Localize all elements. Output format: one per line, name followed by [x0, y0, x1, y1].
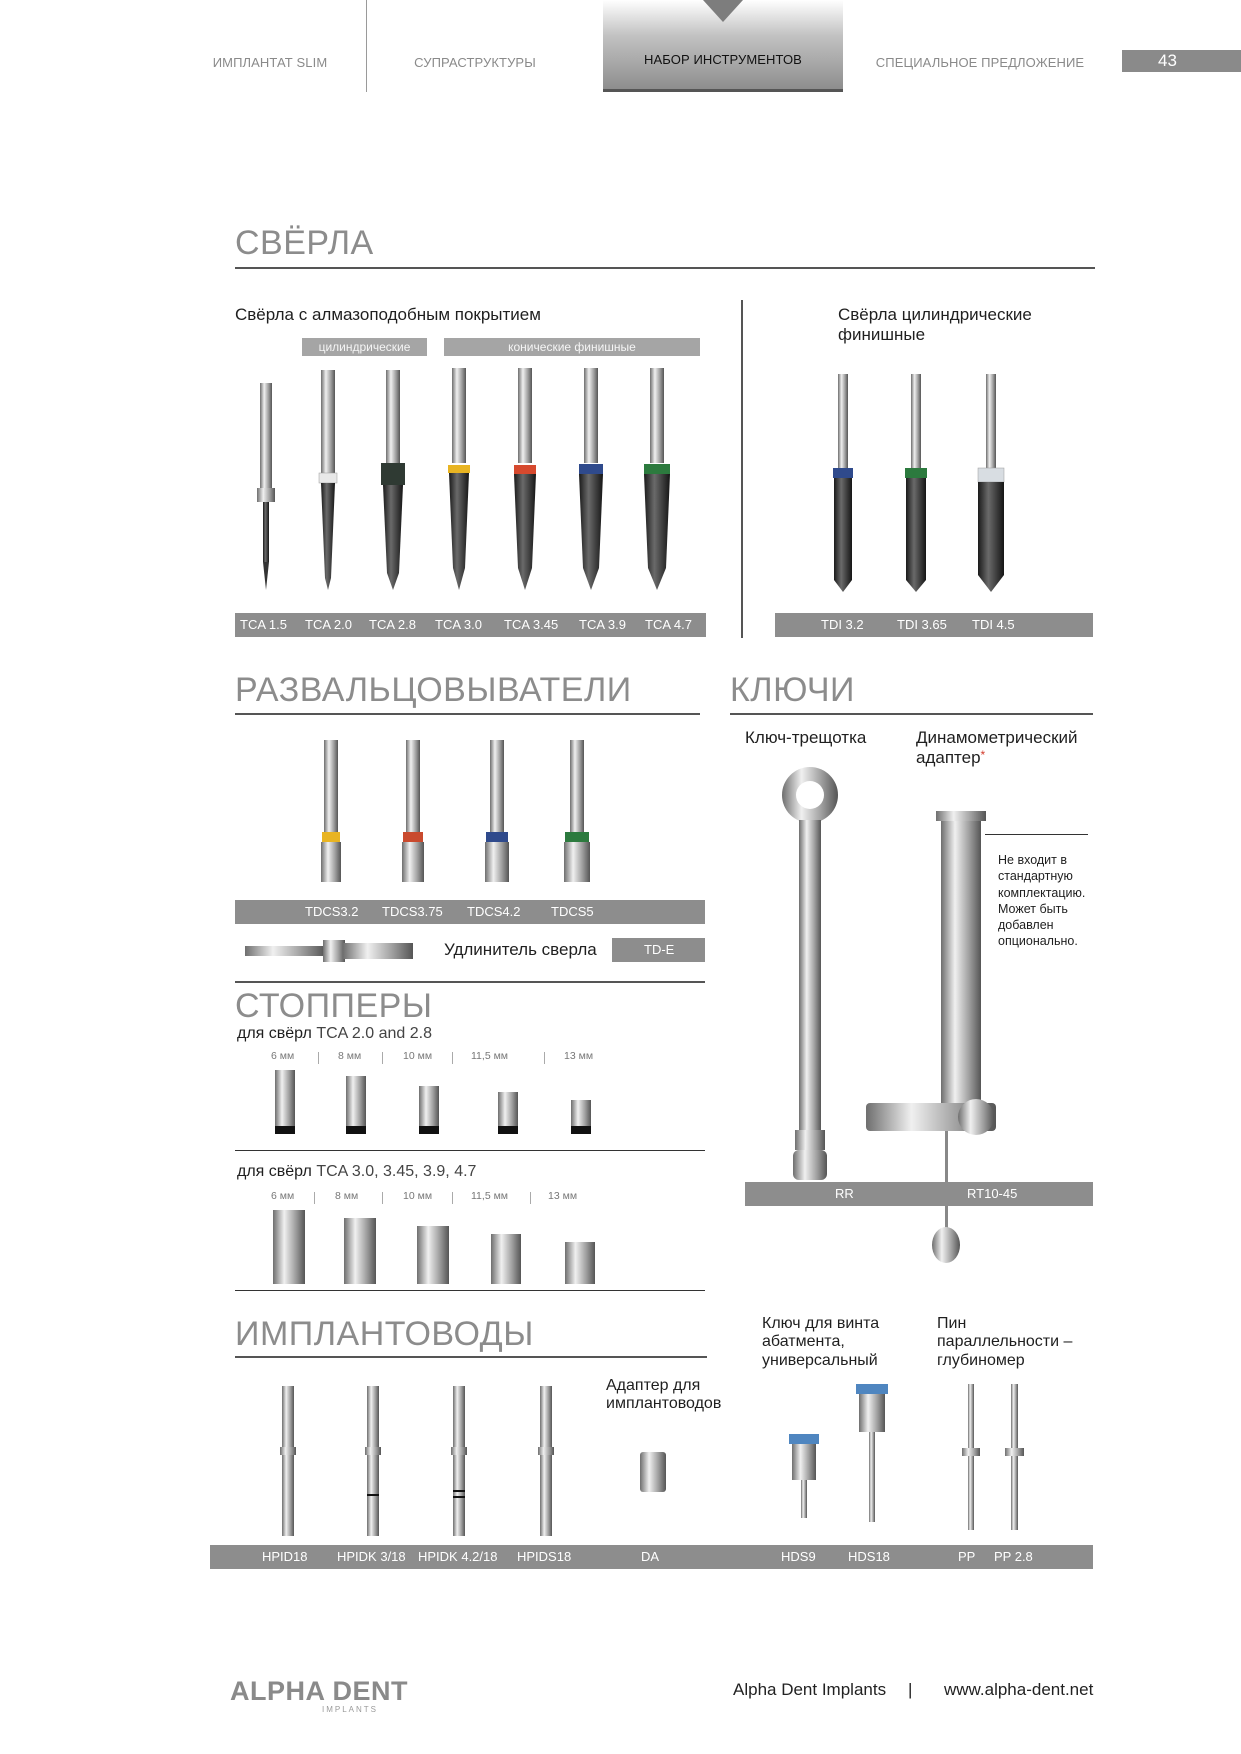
tab-implant-slim[interactable] — [200, 0, 340, 92]
flares-title: РАЗВАЛЬЦОВЫВАТЕЛИ — [235, 671, 632, 709]
driver-adapter-da — [640, 1452, 666, 1492]
drills-rule — [235, 267, 1095, 269]
stopper-8mm — [346, 1076, 366, 1134]
driver-hpidk-4-2-18 — [451, 1386, 467, 1536]
drill-tca-1-5 — [257, 383, 275, 590]
footer-website[interactable]: www.alpha-dent.net — [944, 1680, 1094, 1699]
drill-tca-3-0 — [448, 368, 470, 590]
footer-company: Alpha Dent Implants — [733, 1680, 887, 1699]
top-navigation — [0, 0, 1241, 92]
nav-divider — [366, 0, 367, 92]
size-13mm: 13 мм — [548, 1190, 578, 1202]
flare-tdcs5 — [564, 740, 590, 882]
parallel-pin-pp — [962, 1384, 980, 1530]
implant-drivers-code-bar — [210, 1545, 1093, 1569]
stoppers-group2-models: TCA 3.0, 3.45, 3.9, 4.7 — [316, 1163, 477, 1180]
stoppers-group1-models: TCA 2.0 and 2.8 — [316, 1025, 432, 1042]
size-6mm: 6 мм — [271, 1190, 295, 1202]
keys-code-bar — [745, 1182, 1093, 1206]
drill-tca-3-9 — [579, 368, 603, 590]
stopper-11-5mm — [498, 1092, 518, 1134]
conical-finish-tag: конические финишные — [444, 338, 700, 356]
code-rr: RR — [835, 1186, 854, 1201]
code-tdi-3-65: TDI 3.65 — [897, 617, 947, 632]
driver-adapter-label: Адаптер для имплантоводов — [606, 1377, 722, 1413]
size-separator — [452, 1192, 453, 1204]
diamond-drills-heading: Свёрла с алмазоподобным покрытием — [235, 305, 541, 324]
size-separator — [382, 1192, 383, 1204]
size-10mm: 10 мм — [403, 1050, 433, 1062]
ratchet-wrench — [782, 767, 838, 1180]
driver-hpidk-3-18 — [365, 1386, 381, 1536]
tab-suprastructures[interactable] — [400, 0, 550, 92]
flare-tdcs3-2 — [321, 740, 341, 882]
flares-code-bar — [235, 900, 705, 924]
asterisk: * — [980, 748, 986, 763]
code-tca-2-0: TCA 2.0 — [305, 617, 352, 632]
code-tdcs4-2: TDCS4.2 — [467, 904, 521, 919]
code-td-e: TD-E — [644, 942, 675, 957]
cylindrical-finish-heading: Свёрла цилиндрические финишные — [838, 305, 1032, 345]
tab-special-offer[interactable] — [870, 0, 1090, 92]
size-8mm: 8 мм — [335, 1190, 359, 1202]
note-rule — [985, 834, 1088, 835]
drill-extender-code-bar — [612, 938, 705, 962]
cylindrical-finish-drills-illustration — [820, 370, 1020, 600]
flare-tdcs3-75 — [402, 740, 424, 882]
tab-label: НАБОР ИНСТРУМЕНТОВ — [644, 52, 802, 67]
page-number: 43 — [1122, 50, 1241, 72]
size-separator — [314, 1192, 315, 1204]
drill-tca-4-7 — [644, 368, 670, 590]
code-hpidk-4-2-18: HPIDK 4.2/18 — [418, 1549, 498, 1564]
size-13mm: 13 мм — [564, 1050, 594, 1062]
size-separator — [452, 1052, 453, 1064]
stoppers-group1-prefix: для свёрл — [237, 1025, 312, 1042]
code-tdcs5: TDCS5 — [551, 904, 594, 919]
stoppers-mid-rule — [235, 1150, 705, 1151]
stopper-13mm — [571, 1100, 591, 1134]
size-10mm: 10 мм — [403, 1190, 433, 1202]
drill-tdi-4-5 — [978, 374, 1004, 592]
code-hpid18: HPID18 — [262, 1549, 308, 1564]
code-tdcs3-75: TDCS3.75 — [382, 904, 443, 919]
flares-illustration — [300, 740, 600, 890]
stoppers-group2-label — [237, 1163, 476, 1181]
size-separator — [530, 1192, 531, 1204]
code-tca-4-7: TCA 4.7 — [645, 617, 692, 632]
diamond-drills-illustration — [235, 368, 695, 598]
stopper-13mm — [565, 1242, 595, 1284]
implant-drivers-rule — [235, 1356, 707, 1358]
stoppers-bottom-rule — [235, 1290, 705, 1291]
code-da: DA — [641, 1549, 660, 1564]
stoppers-group1-label — [237, 1025, 432, 1043]
code-tca-3-0: TCA 3.0 — [435, 617, 482, 632]
parallel-pin-label: Пин параллельности – глубиномер — [937, 1315, 1073, 1369]
driver-hpids18 — [538, 1386, 554, 1536]
drill-tca-2-8 — [381, 370, 405, 590]
stoppers-group2-prefix: для свёрл — [237, 1163, 312, 1180]
size-11-5mm: 11,5 мм — [471, 1050, 509, 1062]
footer-divider: | — [908, 1680, 913, 1699]
ratchet-label: Ключ-трещотка — [745, 728, 867, 747]
size-8mm: 8 мм — [338, 1050, 362, 1062]
code-tdi-4-5: TDI 4.5 — [972, 617, 1015, 632]
cylindrical-finish-code-bar — [775, 613, 1093, 637]
stopper-6mm — [273, 1210, 305, 1284]
drills-divider — [741, 300, 743, 638]
drill-extender-label: Удлинитель сверла — [444, 940, 597, 959]
flare-tdcs4-2 — [485, 740, 509, 882]
drill-extender-illustration — [245, 937, 415, 965]
code-tca-3-9: TCA 3.9 — [579, 617, 626, 632]
drills-title: СВЁРЛА — [235, 224, 374, 262]
stopper-10mm — [419, 1086, 439, 1134]
size-separator — [382, 1052, 383, 1064]
implant-drivers-title: ИМПЛАНТОВОДЫ — [235, 1315, 534, 1353]
screw-key-hds18 — [856, 1384, 888, 1522]
code-hpids18: HPIDS18 — [517, 1549, 572, 1564]
screw-key-hds9 — [789, 1434, 819, 1518]
footer-logo-sub: IMPLANTS — [322, 1705, 379, 1714]
stoppers-top-rule — [235, 981, 705, 983]
drill-tdi-3-2 — [833, 374, 853, 592]
footer-logo: ALPHA DENT — [230, 1676, 408, 1706]
code-hds9: HDS9 — [781, 1549, 816, 1564]
implant-drivers-illustration — [240, 1382, 1060, 1542]
drill-tdi-3-65 — [905, 374, 927, 592]
parallel-pin-pp-2-8 — [1005, 1384, 1024, 1530]
optional-note: Не входит в стандартную комплектацию. Может быть добавлен опционально. — [998, 853, 1086, 949]
tab-instrument-set[interactable] — [603, 0, 843, 92]
code-tca-1-5: TCA 1.5 — [240, 617, 287, 632]
tab-label: СПЕЦИАЛЬНОЕ ПРЕДЛОЖЕНИЕ — [875, 55, 1085, 70]
code-pp-2-8: PP 2.8 — [994, 1549, 1033, 1564]
stopper-8mm — [344, 1218, 376, 1284]
code-tca-3-45: TCA 3.45 — [504, 617, 559, 632]
size-6mm: 6 мм — [271, 1050, 295, 1062]
flares-rule — [235, 713, 700, 715]
keys-rule — [730, 713, 1093, 715]
stoppers-group1-illustration — [265, 1070, 605, 1140]
keys-title: КЛЮЧИ — [730, 671, 855, 709]
drill-tca-3-45 — [514, 368, 536, 590]
tab-label: ИМПЛАНТАТ SLIM — [212, 55, 328, 70]
abutment-screw-key-label: Ключ для винта абатмента, универсальный — [762, 1315, 880, 1369]
code-pp: PP — [958, 1549, 976, 1564]
driver-hpid18 — [280, 1386, 296, 1536]
size-separator — [544, 1052, 545, 1064]
torque-adapter-text: Динамометрический адаптер — [916, 728, 1078, 768]
cylindrical-tag: цилиндрические — [302, 338, 427, 356]
stopper-11-5mm — [491, 1234, 521, 1284]
stoppers-group2-illustration — [265, 1210, 605, 1290]
size-separator — [318, 1052, 319, 1064]
diamond-drills-code-bar — [235, 613, 706, 637]
stopper-6mm — [275, 1070, 295, 1134]
drill-tca-2-0 — [319, 370, 337, 590]
code-hds18: HDS18 — [848, 1549, 890, 1564]
size-11-5mm: 11,5 мм — [471, 1190, 509, 1202]
code-tdcs3-2: TDCS3.2 — [305, 904, 359, 919]
tab-label: СУПРАСТРУКТУРЫ — [414, 55, 536, 70]
torque-adapter-label — [916, 728, 1096, 769]
code-hpidk-3-18: HPIDK 3/18 — [337, 1549, 406, 1564]
stoppers-title: СТОППЕРЫ — [235, 987, 433, 1025]
code-rt10-45: RT10-45 — [967, 1186, 1018, 1201]
code-tca-2-8: TCA 2.8 — [369, 617, 416, 632]
stopper-10mm — [417, 1226, 449, 1284]
code-tdi-3-2: TDI 3.2 — [821, 617, 864, 632]
